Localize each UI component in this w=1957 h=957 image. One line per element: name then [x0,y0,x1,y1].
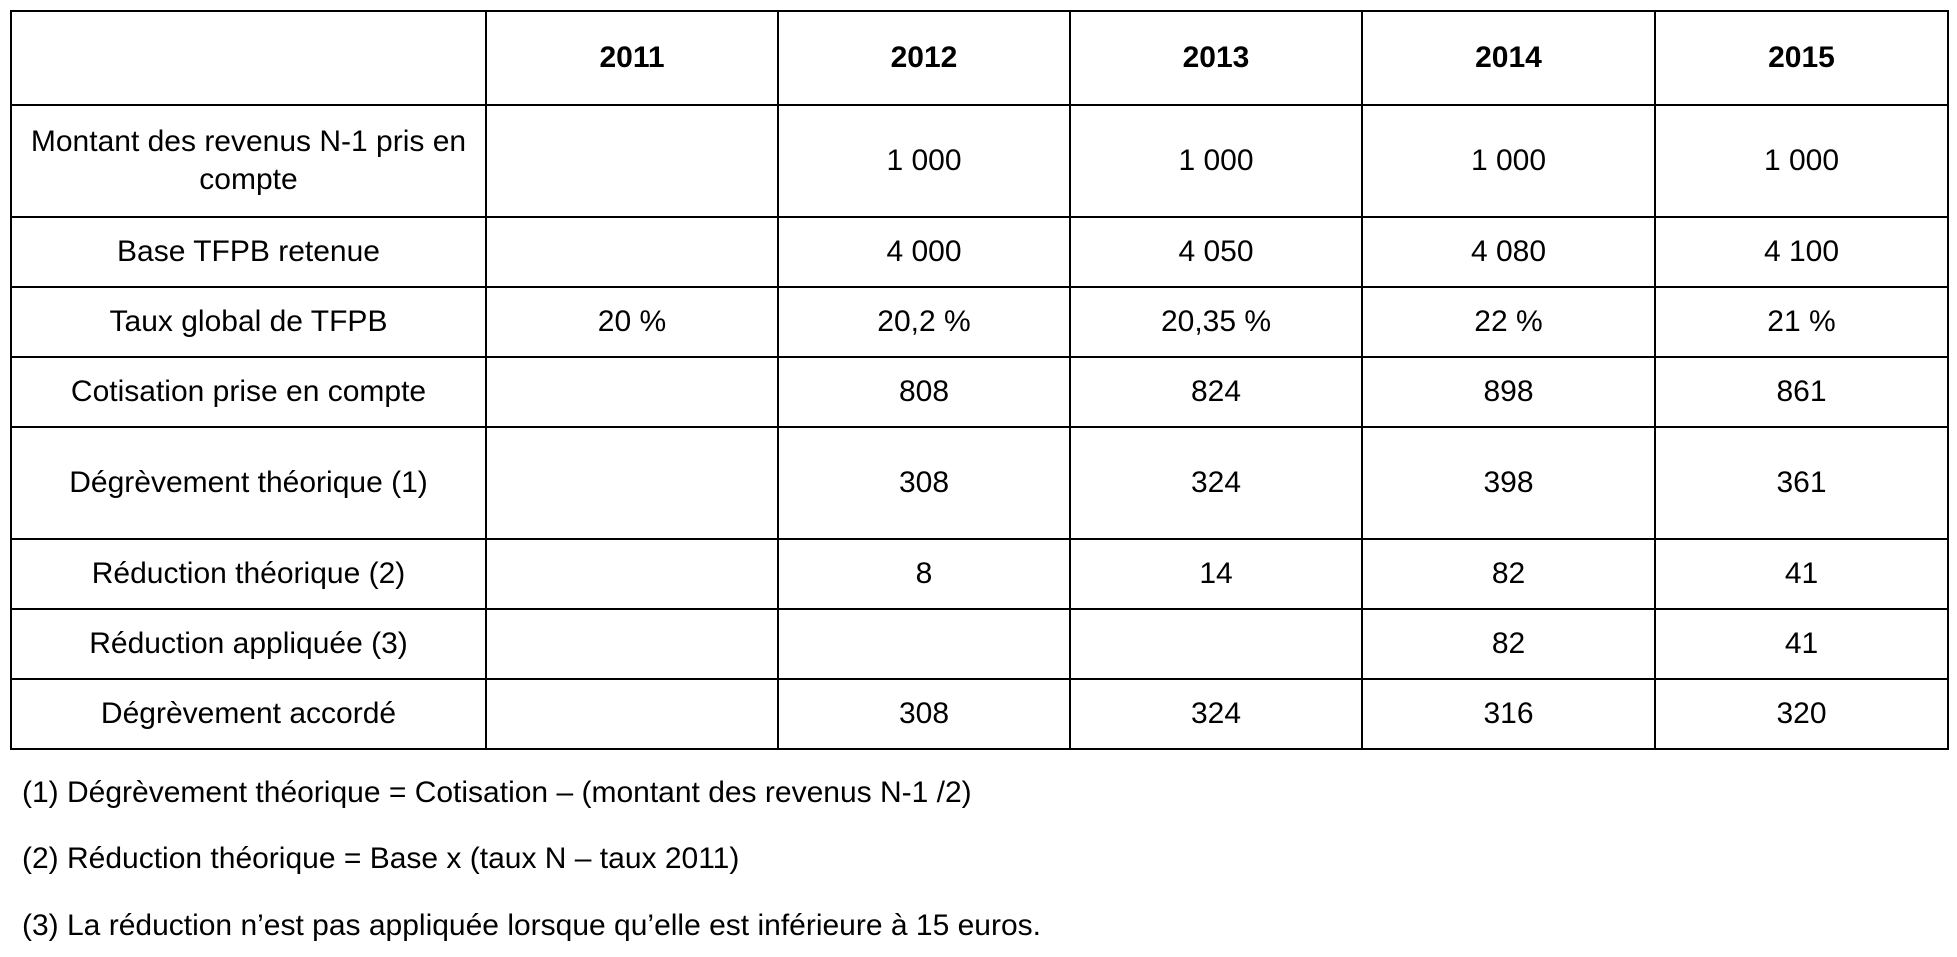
table-cell: 1 000 [1655,105,1948,217]
table-cell [486,105,778,217]
table-cell: 14 [1070,539,1362,609]
table-row [11,609,1948,679]
table-row [11,105,1948,217]
row-label: Dégrèvement théorique (1) [11,427,486,539]
row-label: Réduction appliquée (3) [11,609,486,679]
header-cell-2015: 2015 [1655,11,1948,105]
table-cell: 320 [1655,679,1948,749]
table-cell: 398 [1362,427,1655,539]
footnote-3: (3) La réduction n’est pas appliquée lorsque qu’elle est inférieure à 15 euros. [22,909,1041,942]
table-row [11,539,1948,609]
table-cell [778,609,1070,679]
header-cell-2012: 2012 [778,11,1070,105]
header-cell-2014: 2014 [1362,11,1655,105]
row-label: Montant des revenus N-1 pris en compte [11,105,486,217]
table-cell [486,679,778,749]
table-cell: 308 [778,679,1070,749]
table-row [11,217,1948,287]
table-cell: 20 % [486,287,778,357]
table-row [11,427,1948,539]
table-cell: 82 [1362,609,1655,679]
table-cell: 898 [1362,357,1655,427]
row-label: Taux global de TFPB [11,287,486,357]
table-cell: 20,2 % [778,287,1070,357]
table-cell: 20,35 % [1070,287,1362,357]
table-cell: 1 000 [1362,105,1655,217]
table-cell: 861 [1655,357,1948,427]
table-row [11,679,1948,749]
table-cell: 824 [1070,357,1362,427]
table-cell [486,539,778,609]
table-header-row [11,11,1948,105]
table-cell: 4 000 [778,217,1070,287]
table-cell: 324 [1070,427,1362,539]
table-cell: 1 000 [778,105,1070,217]
table-cell [486,357,778,427]
row-label: Réduction théorique (2) [11,539,486,609]
table-cell [486,427,778,539]
table-cell: 41 [1655,609,1948,679]
table-cell: 308 [778,427,1070,539]
table-cell: 4 100 [1655,217,1948,287]
footnote-2: (2) Réduction théorique = Base x (taux N – taux 2011) [22,842,740,875]
table-cell: 41 [1655,539,1948,609]
table-cell: 1 000 [1070,105,1362,217]
header-cell-2011: 2011 [486,11,778,105]
table-cell [486,609,778,679]
row-label: Dégrèvement accordé [11,679,486,749]
header-cell-2013: 2013 [1070,11,1362,105]
footnote-1: (1) Dégrèvement théorique = Cotisation – (montant des revenus N-1 /2) [22,776,972,809]
table-cell: 316 [1362,679,1655,749]
table-cell: 22 % [1362,287,1655,357]
table-row [11,287,1948,357]
table-cell [1070,609,1362,679]
table-cell: 82 [1362,539,1655,609]
tfpb-table [10,10,1949,750]
table-cell: 324 [1070,679,1362,749]
table-cell: 4 050 [1070,217,1362,287]
table-cell: 361 [1655,427,1948,539]
header-cell-empty [11,11,486,105]
table-cell: 8 [778,539,1070,609]
row-label: Cotisation prise en compte [11,357,486,427]
table-row [11,357,1948,427]
table-cell: 4 080 [1362,217,1655,287]
table-cell [486,217,778,287]
table-cell: 21 % [1655,287,1948,357]
row-label: Base TFPB retenue [11,217,486,287]
table-cell: 808 [778,357,1070,427]
